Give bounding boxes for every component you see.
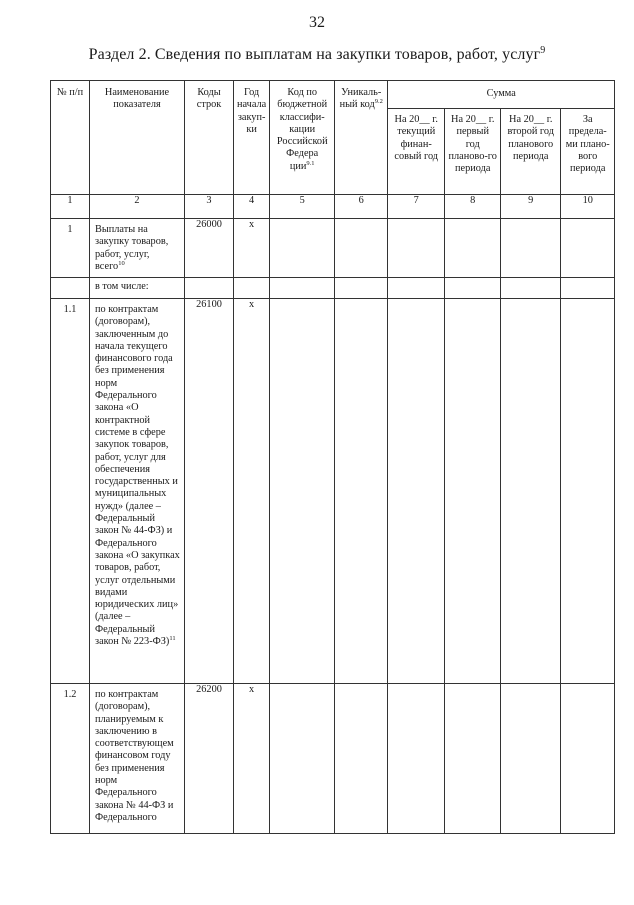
cell-sum bbox=[388, 278, 445, 299]
row-code bbox=[185, 278, 234, 299]
header-col-number: № п/п bbox=[51, 81, 90, 195]
header-sum-beyond-plan: За предела-ми плано-вого периода bbox=[561, 109, 615, 195]
cell-sum bbox=[501, 278, 561, 299]
cell-sum bbox=[501, 299, 561, 684]
column-number: 9 bbox=[501, 195, 561, 219]
header-col-name: Наименование показателя bbox=[90, 81, 185, 195]
cell-sum bbox=[561, 219, 615, 278]
cell-sum bbox=[561, 278, 615, 299]
row-name bbox=[90, 299, 185, 684]
cell-unique-code bbox=[335, 278, 388, 299]
column-number: 4 bbox=[234, 195, 270, 219]
cell-sum bbox=[561, 684, 615, 834]
row-name-text: Выплаты на закупку товаров, работ, услуг, всего bbox=[95, 224, 169, 272]
cell-sum bbox=[445, 219, 501, 278]
row-name-text: по контрактам (договорам), заключенным до начала текущего финансового года без применения норм Федерального закона «О контрактной системе в сфере закупок товаров, работ, услуг для обеспечения государственных и муниципальных нужд» (далее – Федеральный закон № 44-ФЗ) и Федерального закона «О закупках товаров, работ, услуг отдельными видами юридических лиц» (далее – Федеральный закон № 223-ФЗ) bbox=[95, 304, 180, 648]
table-row bbox=[51, 684, 615, 834]
cell-unique-code bbox=[335, 684, 388, 834]
header-sum-first-plan-year: На 20__ г. первый год планово-го периода bbox=[445, 109, 501, 195]
row-number: 1 bbox=[51, 219, 90, 278]
payments-table bbox=[50, 80, 615, 834]
cell-sum bbox=[501, 684, 561, 834]
section-title bbox=[0, 46, 634, 64]
cell-budget-code bbox=[270, 684, 335, 834]
row-year: x bbox=[234, 219, 270, 278]
row-code: 26100 bbox=[185, 299, 234, 684]
row-footnote: 10 bbox=[118, 259, 125, 267]
row-number: 1.1 bbox=[51, 299, 90, 684]
cell-budget-code bbox=[270, 219, 335, 278]
row-name bbox=[90, 219, 185, 278]
table-row bbox=[51, 219, 615, 278]
row-year: x bbox=[234, 299, 270, 684]
row-number bbox=[51, 278, 90, 299]
cell-sum bbox=[445, 299, 501, 684]
cell-sum bbox=[561, 299, 615, 684]
header-col-unique-code bbox=[335, 81, 388, 195]
header-sum-group: Сумма bbox=[388, 81, 615, 109]
row-code: 26000 bbox=[185, 219, 234, 278]
cell-unique-code bbox=[335, 299, 388, 684]
column-number: 8 bbox=[445, 195, 501, 219]
row-code: 26200 bbox=[185, 684, 234, 834]
header-col-budget-code bbox=[270, 81, 335, 195]
budget-code-footnote: 9.1 bbox=[306, 159, 315, 167]
row-name: в том числе: bbox=[90, 278, 185, 299]
column-number: 3 bbox=[185, 195, 234, 219]
table-row bbox=[51, 299, 615, 684]
header-col-year: Год начала закуп-ки bbox=[234, 81, 270, 195]
header-col-code: Коды строк bbox=[185, 81, 234, 195]
cell-sum bbox=[388, 684, 445, 834]
header-sum-second-plan-year: На 20__ г. второй год планового периода bbox=[501, 109, 561, 195]
budget-code-label: Код по бюджетной классифи-кации Российской Федера ции bbox=[276, 87, 328, 172]
title-footnote: 9 bbox=[540, 45, 546, 56]
cell-unique-code bbox=[335, 219, 388, 278]
cell-sum bbox=[445, 684, 501, 834]
table-row bbox=[51, 278, 615, 299]
cell-budget-code bbox=[270, 299, 335, 684]
cell-sum bbox=[388, 299, 445, 684]
column-number: 6 bbox=[335, 195, 388, 219]
column-number: 7 bbox=[388, 195, 445, 219]
unique-code-label: Уникаль-ный код bbox=[339, 87, 382, 111]
column-number: 1 bbox=[51, 195, 90, 219]
header-row bbox=[51, 81, 615, 109]
cell-sum bbox=[501, 219, 561, 278]
column-number: 5 bbox=[270, 195, 335, 219]
unique-code-footnote: 9.2 bbox=[374, 98, 383, 106]
column-number: 10 bbox=[561, 195, 615, 219]
cell-budget-code bbox=[270, 278, 335, 299]
cell-sum bbox=[445, 278, 501, 299]
row-number: 1.2 bbox=[51, 684, 90, 834]
cell-sum bbox=[388, 219, 445, 278]
column-numbers-row bbox=[51, 195, 615, 219]
column-number: 2 bbox=[90, 195, 185, 219]
row-year bbox=[234, 278, 270, 299]
section-title-text: Раздел 2. Сведения по выплатам на закупки товаров, работ, услуг bbox=[88, 46, 541, 63]
header-sum-current-year: На 20__ г. текущий финан-совый год bbox=[388, 109, 445, 195]
row-footnote: 11 bbox=[169, 635, 176, 643]
page-number: 32 bbox=[309, 14, 325, 31]
row-name: по контрактам (договорам), планируемым к заключению в соответствующем финансовом году без применения норм Федерального закона № 44-ФЗ и Федерального bbox=[90, 684, 185, 834]
row-year: x bbox=[234, 684, 270, 834]
